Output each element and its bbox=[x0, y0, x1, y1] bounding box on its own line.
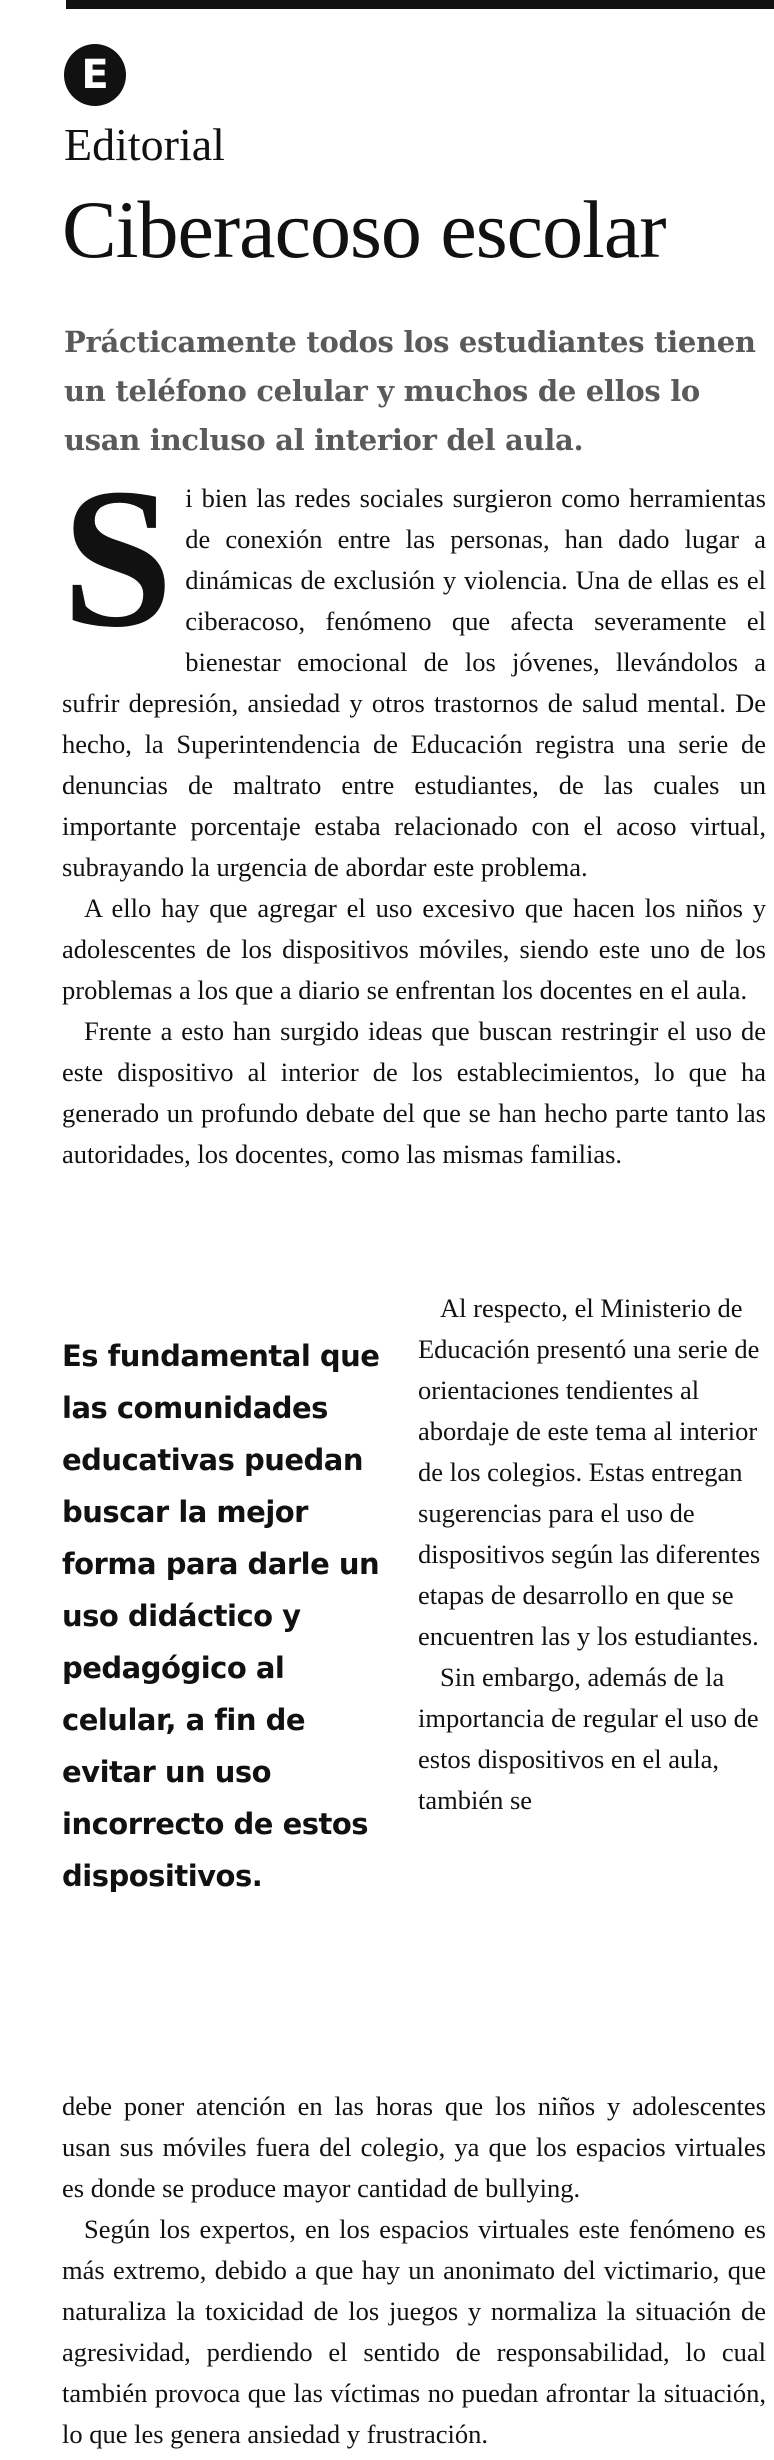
top-rule bbox=[66, 0, 774, 9]
right-column bbox=[418, 1288, 766, 1821]
lead-paragraph: Prácticamente todos los estudiantes tienen un teléfono celular y muchos de ellos lo usan incluso al interior del aula. bbox=[64, 325, 756, 457]
body-paragraph-3: Frente a esto han surgido ideas que buscan restringir el uso de este dispositivo al interior de los establecimientos, lo que ha generado un profundo debate del que se han hecho parte tanto las autoridades, los docentes, como las mismas familias. bbox=[62, 1016, 766, 1169]
article-body bbox=[62, 448, 766, 1175]
bottom-paragraph-1: debe poner atención en las horas que los niños y adolescentes usan sus móviles fuera del colegio, ya que los espacios virtuales es donde se produce mayor cantidad de bullying. bbox=[62, 2091, 766, 2203]
pull-quote: Es fundamental que las comunidades educativas puedan buscar la mejor forma para darle un uso didáctico y pedagógico al celular, a fin de evitar un uso incorrecto de estos dispositivos. bbox=[62, 1339, 380, 1893]
right-column-paragraph-1: Al respecto, el Ministerio de Educación presentó una serie de orientaciones tendientes al abordaje de este tema al interior de los colegios. Estas entregan sugerencias para el uso de dispositivos según las diferentes etapas de desarrollo en que se encuentren las y los estudiantes. bbox=[418, 1293, 761, 1651]
right-column-paragraph-2: Sin embargo, además de la importancia de regular el uso de estos dispositivos en el aula, también se bbox=[418, 1662, 759, 1815]
article-bottom bbox=[62, 2086, 766, 2455]
drop-cap: S bbox=[62, 448, 174, 669]
headline: Ciberacoso escolar bbox=[62, 184, 666, 275]
badge-letter: E bbox=[81, 52, 109, 98]
section-label: Editorial bbox=[64, 119, 225, 170]
body-paragraph-1 bbox=[62, 448, 766, 888]
editorial-badge-icon bbox=[64, 44, 126, 106]
bottom-paragraph-2: Según los expertos, en los espacios virtuales este fenómeno es más extremo, debido a que hay un anonimato del victimario, que naturaliza la toxicidad de los juegos y normaliza la situación de agresividad, perdiendo el sentido de responsabilidad, lo cual también provoca que las víctimas no puedan afrontar la situación, lo que les genera ansiedad y frustración. bbox=[62, 2214, 766, 2449]
body-paragraph-1-text: i bien las redes sociales surgieron como herramientas de conexión entre las personas, han dado lugar a dinámicas de exclusión y violencia. Una de ellas es el ciberacoso, fenómeno que afecta severamente el bienestar emocional de los jóvenes, llevándolos a sufrir depresión, ansiedad y otros trastornos de salud mental. De hecho, la Superintendencia de Educación registra una serie de denuncias de maltrato entre estudiantes, de las cuales un importante porcentaje estaba relacionado con el acoso virtual, subrayando la urgencia de abordar este problema. bbox=[62, 483, 766, 882]
body-paragraph-2: A ello hay que agregar el uso excesivo que hacen los niños y adolescentes de los dispositivos móviles, siendo este uno de los problemas a los que a diario se enfrentan los docentes en el aula. bbox=[62, 893, 766, 1005]
